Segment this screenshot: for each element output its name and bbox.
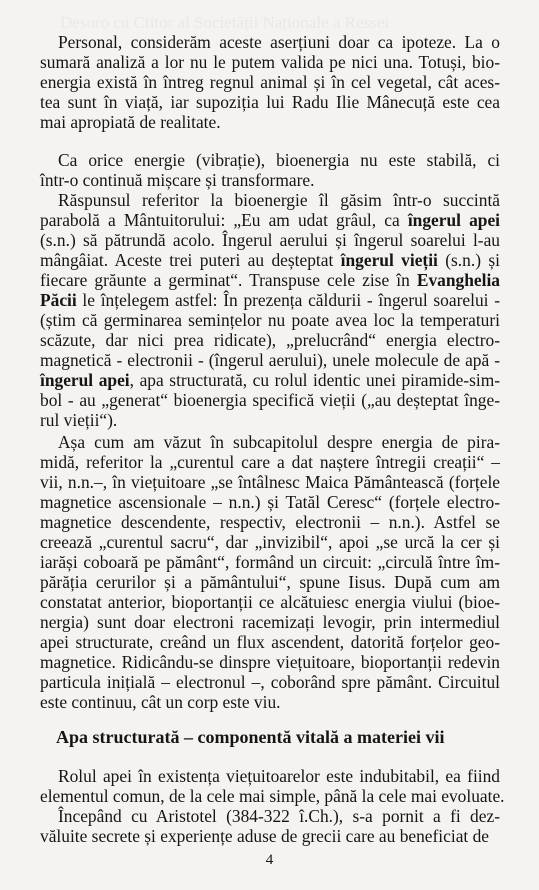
- bleed-through-text: Desoro cu Ctitor al Societății Naționale a Ressei: [60, 13, 390, 32]
- text-line: particula inițială – electronul –, coborând spre pământ. Circuitul: [40, 672, 500, 692]
- text-line: Păcii le înțelegem astfel: În prezența căldurii - îngerul soarelui -: [40, 290, 500, 310]
- text-line: (știm că germinarea semințelor nu poate avea loc la temperaturi: [40, 310, 500, 330]
- text-line: fiecare grăunte a germinat“. Transpuse cele zise în Evanghelia: [40, 270, 500, 290]
- text-line: energia există în întreg regnul animal și în cel vegetal, cât aces-: [40, 72, 500, 92]
- text-line: constatat anterior, bioportanții ce alcătuiesc energia viului (bioe-: [40, 592, 500, 612]
- text-line: parabolă a Mântuitorului: „Eu am udat grâul, ca îngerul apei: [40, 210, 501, 230]
- section-heading: Apa structurată – componentă vitală a materiei vii: [56, 727, 445, 747]
- text-line: Rolul apei în existența viețuitoarelor este indubitabil, ea fiind: [58, 766, 500, 786]
- text-line: este continuu, cât un corp este viu.: [40, 692, 281, 712]
- text-line: Răspunsul referitor la bioenergie îl găsim într-o succintă: [58, 190, 500, 210]
- text-line: magnetice descendente, respectiv, electronii – n.n.). Astfel se: [40, 512, 500, 532]
- text-line: (s.n.) să pătrundă acolo. Îngerul aerului și îngerul soarelui l-au: [40, 230, 500, 250]
- text-line: vii, n.n.–, în viețuitoare „se întâlnesc Maica Pământească (forțele: [40, 472, 500, 492]
- text-line: Așa cum am văzut în subcapitolul despre energia de pira-: [58, 432, 500, 452]
- text-line: mai apropiată de realitate.: [40, 112, 221, 132]
- text-line: îngerul apei, apa structurată, cu rolul identic unei piramide-sim-: [40, 370, 501, 390]
- text-line: bol - au „generat“ bioenergia specifică vieții („au deșteptat înge-: [40, 390, 500, 410]
- text-line: scăzute, dar nici prea ridicate), „prelucrând“ energia electro-: [40, 330, 500, 350]
- text-line: sumară analiză a lor nu le putem valida pe nici una. Totuși, bio-: [40, 52, 500, 72]
- text-line: magnetice ascensionale – n.n.) și Tatăl Ceresc“ (forțele electro-: [40, 492, 500, 512]
- text-line: mângâiat. Aceste trei puteri au deșteptat îngerul vieții (s.n.) și: [40, 250, 500, 270]
- text-line: apei structurate, creând un flux ascendent, datorită forțelor geo-: [40, 632, 500, 652]
- text-line: Începând cu Aristotel (384-322 î.Ch.), s-a pornit a fi dez-: [58, 806, 500, 826]
- text-line: magnetică - electronii - (îngerul aerului), unele molecule de apă -: [40, 350, 500, 370]
- text-line: într-o continuă mișcare și transformare.: [40, 170, 315, 190]
- text-line: creează „curentul sacru“, dar „invizibil“, apoi „se urcă la cer și: [40, 532, 500, 552]
- text-line: magnetice. Ridicându-se dinspre viețuitoare, bioportanții redevin: [40, 652, 500, 672]
- text-line: elementul comun, de la cele mai simple, până la cele mai evoluate.: [40, 786, 505, 806]
- text-line: Ca orice energie (vibrație), bioenergia nu este stabilă, ci: [58, 150, 500, 170]
- page-number: 4: [265, 852, 274, 868]
- text-line: văluite secrete și experiențe aduse de grecii care au beneficiat de: [40, 826, 490, 846]
- text-line: rul vieții“).: [40, 410, 118, 430]
- text-line: nergia) sunt doar electroni racemizați levogir, prin intermediul: [40, 612, 500, 632]
- text-line: iarăși coboară pe pământ“, formând un circuit: „circulă între îm-: [40, 552, 500, 572]
- text-line: tea sunt în viață, iar supoziția lui Radu Ilie Mânecuță este cea: [40, 92, 500, 112]
- text-line: Personal, considerăm aceste aserțiuni doar ca ipoteze. La o: [58, 32, 500, 52]
- text-line: midă, referitor la „curentul care a dat naștere întregii creații“ –: [40, 452, 500, 472]
- text-line: părăția cerurilor și a pământului“, spune Iisus. După cum am: [40, 572, 500, 592]
